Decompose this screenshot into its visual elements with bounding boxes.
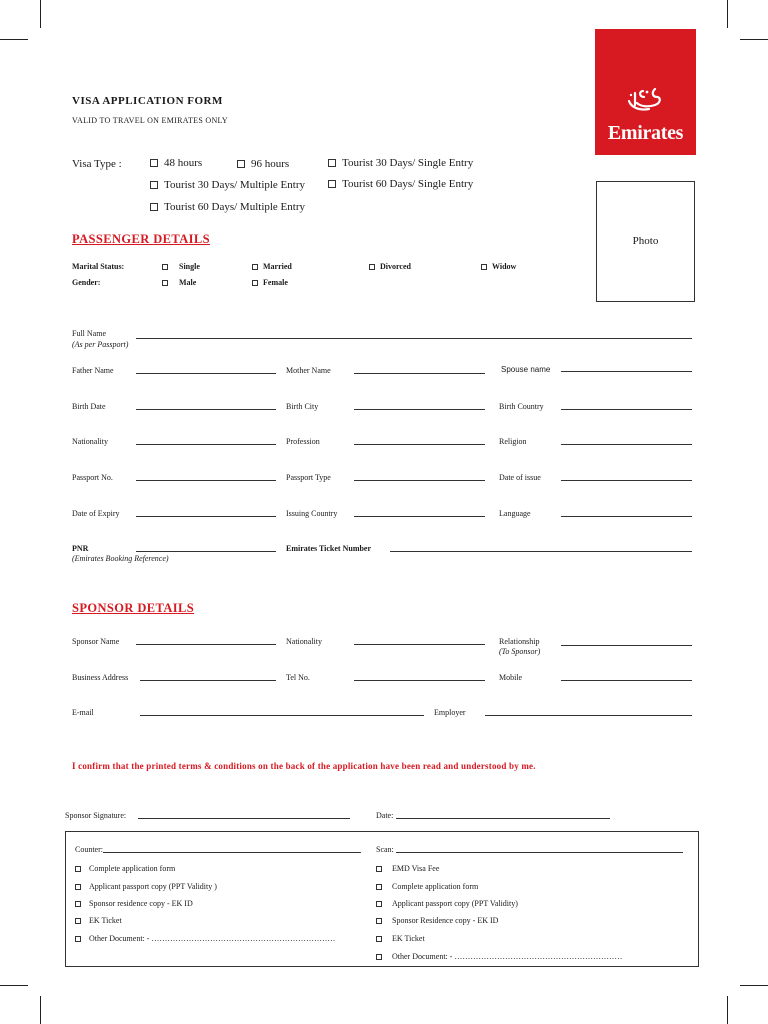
- birth-country-field[interactable]: [561, 409, 692, 410]
- visa-option-tourist60-multiple[interactable]: Tourist 60 Days/ Multiple Entry: [150, 201, 305, 213]
- scan-item-emd-visa-fee[interactable]: EMD Visa Fee: [376, 864, 439, 873]
- passport-no-field[interactable]: [136, 480, 276, 481]
- profession-label: Profession: [286, 437, 320, 446]
- gender-option-male[interactable]: Male: [162, 278, 196, 287]
- sponsor-details-heading: SPONSOR DETAILS: [72, 601, 195, 615]
- terms-confirmation-notice: I confirm that the printed terms & conditions on the back of the application have been read and understood by me.: [72, 761, 536, 771]
- marital-status-label: Marital Status:: [72, 262, 125, 271]
- birth-date-label: Birth Date: [72, 402, 106, 411]
- pnr-field[interactable]: [136, 551, 276, 552]
- scan-item-residence-copy[interactable]: Sponsor Residence copy - EK ID: [376, 916, 498, 925]
- visa-option-96h[interactable]: 96 hours: [237, 158, 289, 170]
- language-field[interactable]: [561, 516, 692, 517]
- profession-field[interactable]: [354, 444, 485, 445]
- passport-type-label: Passport Type: [286, 473, 331, 482]
- crop-mark: [0, 985, 28, 986]
- passenger-details-heading: PASSENGER DETAILS: [72, 232, 210, 246]
- mobile-label: Mobile: [499, 673, 523, 682]
- date-field[interactable]: [396, 818, 610, 819]
- logo-brand-text: Emirates: [607, 122, 684, 144]
- checkbox-icon: [376, 954, 382, 960]
- email-label: E-mail: [72, 708, 94, 717]
- crop-mark: [740, 39, 768, 40]
- date-of-issue-field[interactable]: [561, 480, 692, 481]
- employer-label: Employer: [434, 708, 466, 717]
- relationship-label: Relationship: [499, 637, 540, 646]
- form-title: VISA APPLICATION FORM: [72, 95, 223, 107]
- birth-country-label: Birth Country: [499, 402, 544, 411]
- marital-option-widow[interactable]: Widow: [481, 262, 516, 271]
- sponsor-nationality-field[interactable]: [354, 644, 485, 645]
- nationality-label: Nationality: [72, 437, 108, 446]
- mobile-field[interactable]: [561, 680, 692, 681]
- tel-no-field[interactable]: [354, 680, 485, 681]
- checkbox-icon: [252, 264, 258, 270]
- visa-option-tourist30-multiple[interactable]: Tourist 30 Days/ Multiple Entry: [150, 179, 305, 191]
- relationship-field[interactable]: [561, 645, 692, 646]
- counter-item-ek-ticket[interactable]: EK Ticket: [75, 916, 122, 925]
- father-name-label: Father Name: [72, 366, 114, 375]
- visa-option-48h[interactable]: 48 hours: [150, 157, 202, 169]
- tel-no-label: Tel No.: [286, 673, 310, 682]
- father-name-field[interactable]: [136, 373, 276, 374]
- ticket-number-field[interactable]: [390, 551, 692, 552]
- checkbox-icon: [481, 264, 487, 270]
- marital-option-divorced[interactable]: Divorced: [369, 262, 411, 271]
- issuing-country-field[interactable]: [354, 516, 485, 517]
- crop-mark: [40, 996, 41, 1024]
- business-address-label: Business Address: [72, 673, 129, 682]
- date-label: Date:: [376, 811, 394, 820]
- checkbox-icon: [252, 280, 258, 286]
- full-name-field[interactable]: [136, 338, 692, 339]
- checkbox-icon: [75, 866, 81, 872]
- checkbox-icon: [150, 159, 158, 167]
- checkbox-icon: [328, 159, 336, 167]
- sponsor-signature-label: Sponsor Signature:: [65, 811, 127, 820]
- birth-city-label: Birth City: [286, 402, 319, 411]
- crop-mark: [727, 0, 728, 28]
- crop-mark: [40, 0, 41, 28]
- scan-item-application-form[interactable]: Complete application form: [376, 882, 478, 891]
- date-of-expiry-field[interactable]: [136, 516, 276, 517]
- checkbox-icon: [75, 936, 81, 942]
- religion-label: Religion: [499, 437, 527, 446]
- passport-type-field[interactable]: [354, 480, 485, 481]
- mother-name-label: Mother Name: [286, 366, 331, 375]
- checkbox-icon: [376, 936, 382, 942]
- crop-mark: [727, 996, 728, 1024]
- email-field[interactable]: [140, 715, 424, 716]
- mother-name-field[interactable]: [354, 373, 485, 374]
- full-name-label: Full Name: [72, 329, 106, 338]
- full-name-note: (As per Passport): [72, 340, 129, 349]
- photo-box[interactable]: [596, 181, 695, 302]
- counter-item-passport-copy[interactable]: Applicant passport copy (PPT Validity ): [75, 882, 217, 891]
- checkbox-icon: [75, 884, 81, 890]
- checkbox-icon: [162, 264, 168, 270]
- checkbox-icon: [162, 280, 168, 286]
- counter-label: Counter:: [75, 845, 103, 854]
- checkbox-icon: [369, 264, 375, 270]
- gender-option-female[interactable]: Female: [252, 278, 288, 287]
- business-address-field[interactable]: [140, 680, 276, 681]
- checkbox-icon: [328, 180, 336, 188]
- birth-city-field[interactable]: [354, 409, 485, 410]
- photo-label: Photo: [632, 235, 659, 247]
- date-of-issue-label: Date of issue: [499, 473, 541, 482]
- scan-field[interactable]: [396, 852, 683, 853]
- spouse-name-label: Spouse name: [501, 365, 551, 374]
- issuing-country-label: Issuing Country: [286, 509, 338, 518]
- counter-field[interactable]: [103, 852, 361, 853]
- form-subtitle: VALID TO TRAVEL ON EMIRATES ONLY: [72, 116, 228, 125]
- date-of-expiry-label: Date of Expiry: [72, 509, 120, 518]
- spouse-name-field[interactable]: [561, 371, 692, 372]
- checkbox-icon: [75, 918, 81, 924]
- visa-option-tourist30-single[interactable]: Tourist 30 Days/ Single Entry: [328, 157, 473, 169]
- checkbox-icon: [237, 160, 245, 168]
- scan-item-ek-ticket[interactable]: EK Ticket: [376, 934, 425, 943]
- counter-item-application-form[interactable]: Complete application form: [75, 864, 175, 873]
- marital-option-single[interactable]: Single: [162, 262, 200, 271]
- crop-mark: [0, 39, 28, 40]
- language-label: Language: [499, 509, 531, 518]
- employer-field[interactable]: [485, 715, 692, 716]
- checkbox-icon: [150, 203, 158, 211]
- religion-field[interactable]: [561, 444, 692, 445]
- relationship-note: (To Sponsor): [499, 647, 541, 656]
- sponsor-name-field[interactable]: [136, 644, 276, 645]
- crop-mark: [740, 985, 768, 986]
- pnr-label: PNR: [72, 544, 89, 553]
- counter-item-other-document[interactable]: Other Document: - ……………………………………………………………: [75, 934, 335, 943]
- visa-type-label: Visa Type :: [72, 158, 122, 170]
- marital-option-married[interactable]: Married: [252, 262, 292, 271]
- calligraphy-icon: [625, 87, 665, 113]
- sponsor-nationality-label: Nationality: [286, 637, 322, 646]
- sponsor-signature-field[interactable]: [138, 818, 350, 819]
- birth-date-field[interactable]: [136, 409, 276, 410]
- checkbox-icon: [376, 884, 382, 890]
- gender-label: Gender:: [72, 278, 101, 287]
- visa-option-tourist60-single[interactable]: Tourist 60 Days/ Single Entry: [328, 178, 473, 190]
- checkbox-icon: [376, 866, 382, 872]
- pnr-note: (Emirates Booking Reference): [72, 554, 169, 563]
- checkbox-icon: [75, 901, 81, 907]
- nationality-field[interactable]: [136, 444, 276, 445]
- scan-item-passport-copy[interactable]: Applicant passport copy (PPT Validity): [376, 899, 518, 908]
- passport-no-label: Passport No.: [72, 473, 113, 482]
- emirates-logo: [595, 29, 696, 155]
- counter-item-residence-copy[interactable]: Sponsor residence copy - EK ID: [75, 899, 193, 908]
- scan-label: Scan:: [376, 845, 394, 854]
- scan-item-other-document[interactable]: Other Document: - ………………………………………………………: [376, 952, 622, 961]
- sponsor-name-label: Sponsor Name: [72, 637, 120, 646]
- ticket-number-label: Emirates Ticket Number: [286, 544, 372, 553]
- checkbox-icon: [376, 918, 382, 924]
- checkbox-icon: [150, 181, 158, 189]
- checkbox-icon: [376, 901, 382, 907]
